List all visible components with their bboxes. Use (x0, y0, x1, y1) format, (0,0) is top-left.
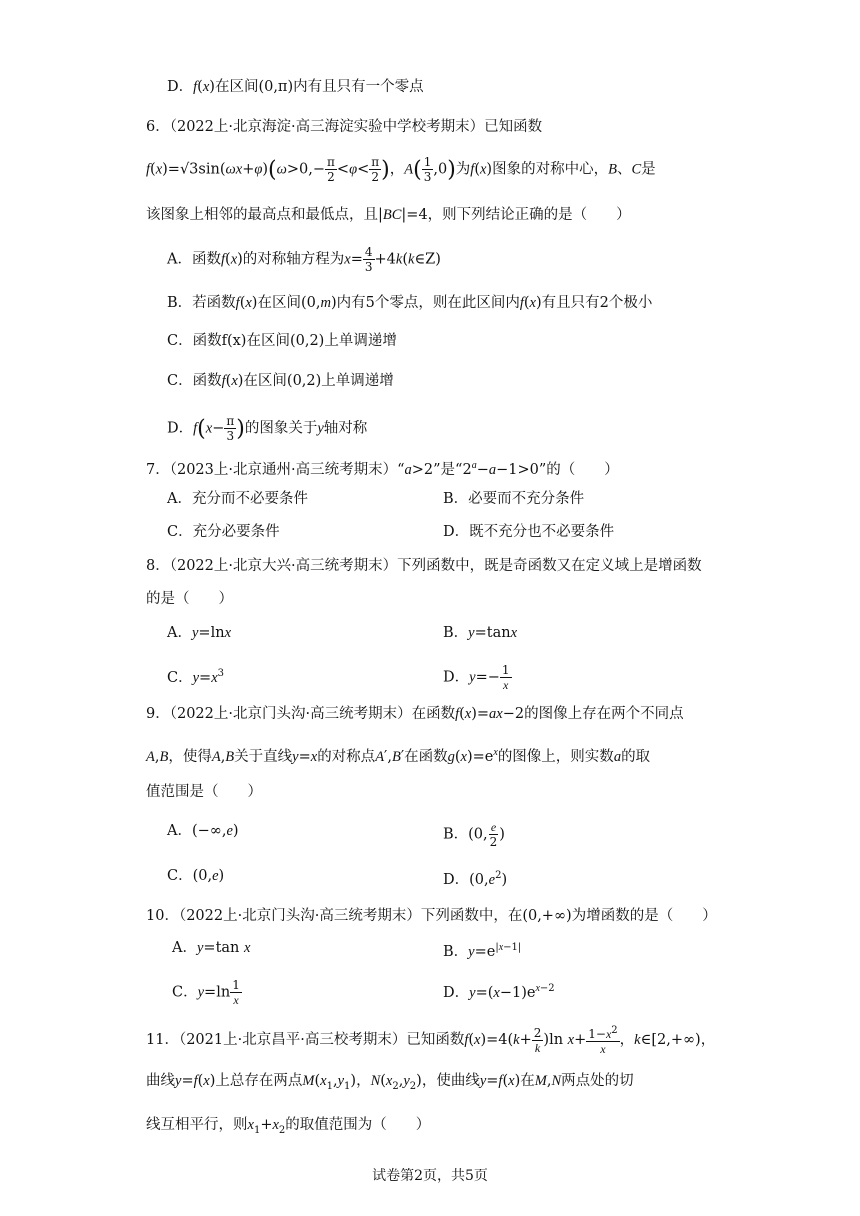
q5-option-d: D．f(x)在区间(0,π)内有且只有一个零点 (167, 79, 424, 95)
q10-option-a: A．y=tan x (172, 940, 251, 956)
q10-option-d: D．$y=(x-1)e^{x-2}$ (443, 983, 555, 1001)
q7-stem: 7．（2023上·北京通州·高三统考期末）“a>2”是“$2^a-a-1>0$”的（ ） (146, 460, 619, 478)
q7-option-d: D．既不充分也不必要条件 (443, 524, 615, 540)
q9-option-b: B．(0, $\frac{e}{2}$ ) (443, 820, 505, 849)
q7-option-b: B．必要而不充分条件 (443, 491, 585, 507)
q10-option-b: B．$y=e^{|x-1|}$ (443, 942, 522, 960)
q6-option-b-line2: C．函数f(x)在区间(0,2)上单调递增 (167, 333, 397, 349)
q8-option-b: B．y=tanx (443, 625, 517, 641)
q8-option-a: A．y=lnx (167, 625, 231, 641)
q6-option-d: D．f(x− $\frac{\pi}{3}$ )的图象关于y轴对称 (167, 414, 368, 443)
q9-stem-line2: A,B，使得A,B关于直线y=x的对称点A′,B′在函数$g(x)=e^x$的图像上，则实数a的取 (146, 747, 651, 765)
q6-option-b-line1: B．若函数f(x)在区间(0,m)内有5个零点，则在此区间内f(x)有且只有2个极小 (167, 295, 653, 311)
q11-stem-line3: 线互相平行，则$x_1+x_2$的取值范围为（ ） (146, 1117, 431, 1136)
q10-stem: 10．（2022上·北京门头沟·高三统考期末）下列函数中，在(0,+∞)为增函数的是（ ） (146, 908, 717, 924)
q9-option-a: A．(−∞,e) (167, 823, 239, 839)
q6-option-a: A．函数f(x)的对称轴方程为x= $\frac{4}{3}$ +4k(k∈Z) (167, 245, 441, 274)
q11-stem-line2: 曲线y=f(x)上总存在两点$M(x_1,y_1)$，$N(x_2,y_2)$，使曲线y=f(x)在M,N两点处的切 (146, 1073, 634, 1092)
q8-option-d: D．y=− $\frac{1}{x}$ (443, 663, 510, 692)
q9-stem-line3: 值范围是（ ） (146, 784, 262, 800)
q9-option-d: D．$(0,e^2)$ (443, 870, 508, 888)
q8-option-c: C．$y=x^3$ (167, 668, 225, 686)
q6-stem-line3: 该图象上相邻的最高点和最低点，且|BC|=4，则下列结论正确的是（ ） (146, 207, 631, 223)
q11-stem-line1: 11．（2021上·北京昌平·高三校考期末）已知函数f(x)=4(k+ $\frac{2}{k}$ )ln x+ $\frac{1-x^2}{x}$ ，k∈[2,+∞)， (146, 1025, 716, 1056)
q9-option-c: C．(0,e) (167, 868, 225, 884)
q9-stem-line1: 9．（2022上·北京门头沟·高三统考期末）在函数f(x)=ax−2的图像上存在两个不同点 (146, 706, 684, 722)
page-footer: 试卷第2页，共5页 (372, 1168, 488, 1184)
q7-option-c: C．充分必要条件 (167, 524, 280, 540)
q8-stem-line1: 8．（2022上·北京大兴·高三统考期末）下列函数中，既是奇函数又在定义域上是增函数 (146, 558, 702, 574)
q6-stem-line2: f(x)=√3sin(ωx+φ)(ω>0,− $\frac{\pi}{2}$ <φ< $\frac{\pi}{2}$ )，A( $\frac{1}{3}$ ,0)为f(x)图象的对称中心，B、C是 (146, 155, 656, 184)
q7-option-a: A．充分而不必要条件 (167, 491, 308, 507)
q6-stem-line1: 6．（2022上·北京海淀·高三海淀实验中学校考期末）已知函数 (146, 119, 543, 135)
q8-stem-line2: 的是（ ） (146, 591, 233, 607)
q6-option-c: C．函数f(x)在区间(0,2)上单调递增 (167, 373, 394, 389)
q10-option-c: C．y=ln $\frac{1}{x}$ (172, 978, 240, 1007)
